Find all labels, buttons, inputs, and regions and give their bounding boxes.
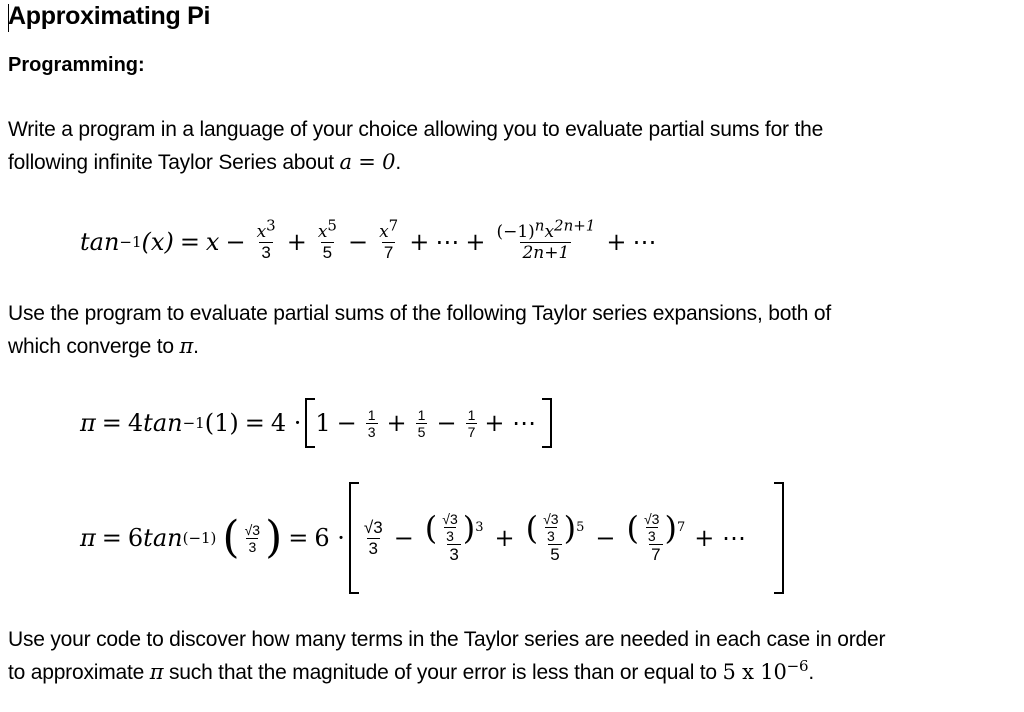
math-error-bound: 5 x 10 <box>722 660 787 684</box>
fraction-x5-over-5: $\frac{x^5}{5}$ <box>317 215 337 262</box>
middle-paragraph <box>8 298 831 363</box>
document-title: Approximating Pi <box>8 2 211 30</box>
fraction-general-term: $\frac{(-1)^nx^{2n+1}}{2n+1}$ <box>496 215 596 263</box>
intro-paragraph <box>8 114 823 179</box>
equation-pi-4-arctan-1: π = 4 tan −1 (1) = 4 · 1 − $\frac{1}{3}$ + $\frac{1}{5}$ − $\frac{1}{7}$ + ⋯ <box>80 398 552 448</box>
math-a-equals-zero: a = 0 <box>339 150 396 174</box>
fraction-x3-over-3: $\frac{x^3}{3}$ <box>256 215 276 262</box>
right-bracket <box>774 482 784 594</box>
middle-line-2: which converge to π. <box>8 334 199 358</box>
middle-line-1: Use the program to evaluate partial sums of the following Taylor series expansions, both of <box>8 302 832 325</box>
closing-line-1: Use your code to discover how many terms in the Taylor series are needed in each case in order <box>8 628 886 651</box>
left-bracket <box>305 398 315 448</box>
left-bracket <box>349 482 359 594</box>
equation-pi-6-arctan-root3: π = 6 tan (−1) ( $\frac{√3}{3}$ ) = 6 · $\frac{√3}{3}$ − ( $\frac{√3}{3}$ ) 3 3 + ( $\frac{√3}{3}$ ) 5 5 − ( $\frac{√3}{3}$ ) 7 7 + ⋯ <box>80 482 784 594</box>
closing-line-2: to approximate π such that the magnitude of your error is less than or equal to 5 x $10^{-6}$. <box>8 657 814 684</box>
section-heading: Programming: <box>8 54 145 76</box>
intro-line-2: following infinite Taylor Series about a = 0. <box>8 150 401 174</box>
fraction-x7-over-7: $\frac{x^7}{7}$ <box>379 215 399 262</box>
closing-paragraph <box>8 624 885 689</box>
intro-line-1: Write a program in a language of your choice allowing you to evaluate partial sums for the <box>8 118 824 141</box>
right-bracket <box>542 398 552 448</box>
equation-arctan-series: tan −1 (x) = x − $\frac{x^3}{3}$ + $\frac{x^5}{5}$ − $\frac{x^7}{7}$ + ⋯ + $\frac{(-1)^nx^{2n+1}}{2n+1}$ + ⋯ <box>80 215 657 263</box>
